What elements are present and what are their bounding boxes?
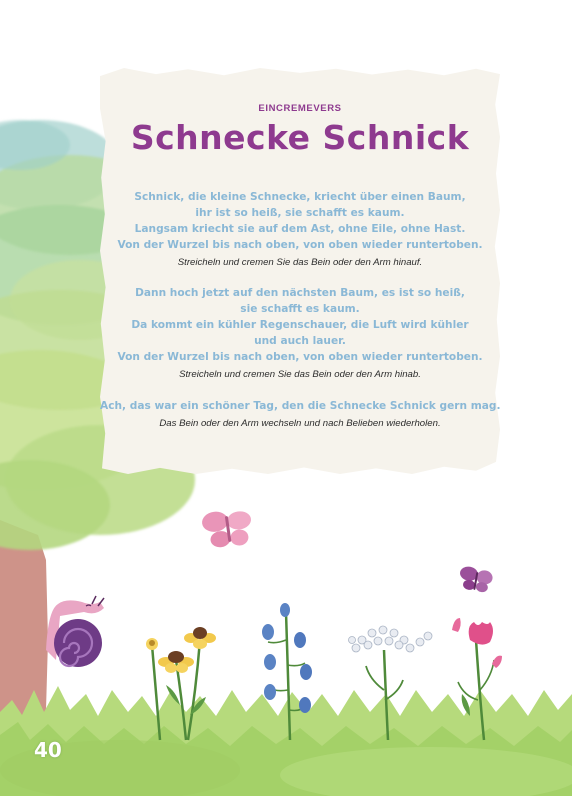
instruction-line: Das Bein oder den Arm wechseln und nach Belieben wiederholen. [159, 418, 441, 429]
verse-line: Da kommt ein kühler Regenschauer, die Luft wird kühler [131, 319, 469, 331]
verse-line: Schnick, die kleine Schnecke, kriecht über einen Baum, [134, 191, 466, 203]
verse-line: Von der Wurzel bis nach oben, von oben wieder runtertoben. [117, 351, 483, 363]
verse-line: und auch lauer. [254, 335, 346, 347]
grass-meadow [0, 686, 572, 796]
verse-line: Von der Wurzel bis nach oben, von oben wieder runtertoben. [117, 239, 483, 251]
verse-line: Ach, das war ein schöner Tag, den die Schnecke Schnick gern mag. [100, 400, 501, 412]
butterfly-purple [457, 565, 493, 593]
page-number: 40 [34, 738, 62, 762]
stanza-1 [100, 189, 500, 270]
poem-title: Schnecke Schnick [130, 118, 470, 157]
snail [46, 596, 104, 667]
instruction-line: Streicheln und cremen Sie das Bein oder den Arm hinab. [179, 369, 421, 380]
verse-line: Dann hoch jetzt auf den nächsten Baum, es ist so heiß, [135, 287, 465, 299]
stanza-2 [100, 285, 500, 382]
stanza-3 [100, 398, 500, 431]
verse-line: sie schafft es kaum. [240, 303, 360, 315]
section-kicker: EINCREMEVERS [258, 103, 342, 114]
verse-line: ihr ist so heiß, sie schafft es kaum. [195, 207, 405, 219]
verse-line: Langsam kriecht sie auf dem Ast, ohne Eile, ohne Hast. [134, 223, 466, 235]
butterfly-pink [201, 507, 255, 550]
instruction-line: Streicheln und cremen Sie das Bein oder den Arm hinauf. [177, 257, 423, 268]
